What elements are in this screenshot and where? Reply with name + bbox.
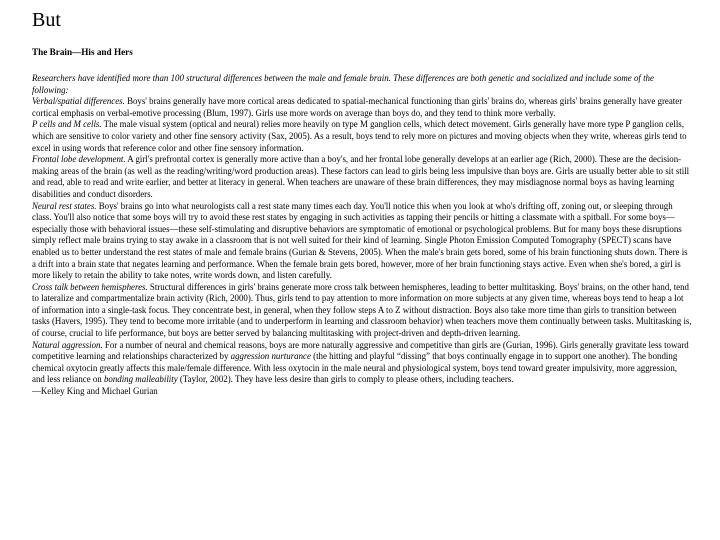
page-heading: But <box>32 9 61 31</box>
section-text: The male visual system (optical and neural) relies more heavily on type M ganglion cells, which detect movement. Girls generally have more type P ganglion cells, which are sensitive to color variety and other fine sensory activity (Sax, 2005). As a result, boys tend to rely more on pictures and moving objects when they write, whereas girls tend to excel in using words that reference color and other fine sensory information. <box>32 119 687 153</box>
section-text: Boys' brains go into what neurologists call a rest state many times each day. You'll notice this when you look at who's drifting off, zoning out, or sleeping through class. You'll also notice that some boys will try to avoid these rest states by engaging in such activities as tapping their pencils or hitting a classmate with a spitball. For some boys—especially those with behavioral issues—these self-stimulating and disruptive behaviors are symptomatic of emotional or psychological problems. But for many boys these disruptions simply reflect male brains trying to stay awake in a classroom that is not well suited for their kind of learning. Single Photon Emission Computed Tomography (SPECT) scans have enabled us to better understand the rest states of male and female brains (Gurian & Stevens, 2005). When the male's brain gets bored, some of his brain functioning shuts down. There is a drift into a brain state that negates learning and performance. When the female brain gets bored, however, more of her brain functioning stays active. Even when she's bored, a girl is more likely to retain the ability to take notes, write words down, and listen carefully. <box>32 200 688 281</box>
section-term: Cross talk between hemispheres. <box>32 281 148 292</box>
section-text: For a number of neural and chemical reasons, boys are more naturally aggressive and competitive than girls are (Gurian, 1996). Girls generally gravitate less toward competitive learning and relationships characterized by <box>32 339 689 362</box>
section-text: Structural differences in girls' brains generate more cross talk between hemispheres, leading to better multitasking. Boys' brains, on the other hand, tend to lateralize and compartmentalize brain activity (Rich, 2000). Thus, girls tend to pay attention to more information on more subjects at any given time, whereas boys tend to heap a lot of information into a single-task focus. They concentrate best, in general, when they follow steps A to Z without distraction. Boys also take more time than girls to transition between tasks (Havers, 1995). They tend to become more irritable (and to underperform in learning and classroom behavior) when teachers move them continually between tasks. Multitasking is, of course, crucial to life performance, but boys are better served by balancing multitasking with project-driven and depth-driven learning. <box>32 281 692 339</box>
section-p-m-cells <box>32 119 692 154</box>
section-cross-talk <box>32 282 692 340</box>
section-frontal-lobe <box>32 154 692 200</box>
section-verbal-spatial <box>32 96 692 119</box>
article-body <box>32 73 692 398</box>
section-text: Boys' brains generally have more cortical areas dedicated to spatial-mechanical functioning than girls' brains do, whereas girls' brains generally have greater cortical emphasis on verbal-emotive processing (Blum, 1997). Girls use more words on average than boys do, and they tend to think more verbally. <box>32 96 683 118</box>
section-term: Neural rest states. <box>32 200 97 211</box>
emphasis-text: bonding malleability <box>103 374 178 385</box>
article-title: The Brain—His and Hers <box>32 47 133 57</box>
section-text: (the hitting and playful “dissing” that boys continually engage in to support one another). The bonding chemical oxytocin greatly affects this male/female difference. With less oxytocin in the male neural and physiological system, boys tend toward greater impulsivity, more aggression, and less reliance on <box>32 351 678 385</box>
section-term: P cells and M cells. <box>32 119 102 130</box>
author-signature: —Kelley King and Michael Gurian <box>32 386 158 397</box>
section-text: (Taylor, 2002). They have less desire than girls to comply to please others, including teachers. <box>177 374 514 385</box>
section-natural-aggression <box>32 340 692 386</box>
section-term: Natural aggression. <box>32 339 103 350</box>
section-neural-rest <box>32 201 692 282</box>
section-term: Frontal lobe development. <box>32 154 126 165</box>
section-text: A girl's prefrontal cortex is generally more active than a boy's, and her frontal lobe generally develops at an earlier age (Rich, 2000). These are the decision-making areas of the brain (as well as the reading/writing/word production areas). These factors can lead to girls being less impulsive than boys are. Girls are usually better able to sit still and read, able to read and write earlier, and better at literacy in general. When teachers are unaware of these brain differences, they may misdiagnose normal boys as having learning disabilities and conduct disorders. <box>32 154 690 199</box>
section-term: Verbal/spatial differences. <box>32 96 125 107</box>
intro-paragraph: Researchers have identified more than 100 structural differences between the male and female brain. These differences are both genetic and socialized and include some of the following: <box>32 73 654 95</box>
emphasis-text: aggression nurturance <box>230 351 311 362</box>
